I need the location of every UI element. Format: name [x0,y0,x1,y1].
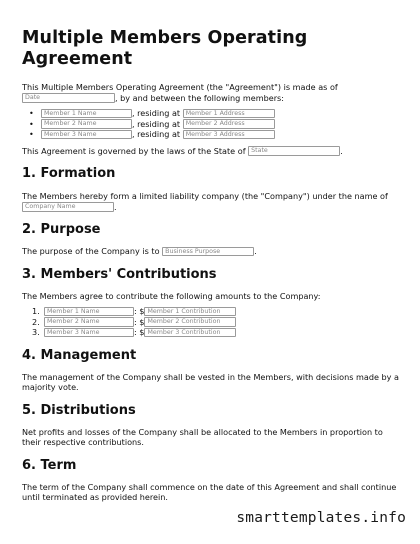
management-paragraph: The management of the Company shall be vested in the Members, with decisions made by a majority vote. [22,371,399,392]
contribution-2-amount-field[interactable]: Member 2 Contribution [144,317,236,327]
contributions-heading: 3. Members' Contributions [22,266,217,282]
document-title [22,28,404,70]
distributions-heading: 5. Distributions [22,402,136,418]
list-item: 1. Member 1 Name : $ Member 1 Contribution [32,306,404,317]
contribution-2-name-field[interactable]: Member 2 Name [44,317,134,327]
title-line-1: Multiple Members Operating [22,28,308,48]
list-item: • Member 2 Name , residing at Member 2 Address [41,119,404,130]
document-page [22,28,404,503]
contribution-3-name-field[interactable]: Member 3 Name [44,328,134,338]
members-list [22,108,404,140]
date-field[interactable]: Date [22,93,115,103]
governing-law-paragraph: This Agreement is governed by the laws of the State of State . [22,145,343,156]
member-2-address-field[interactable]: Member 2 Address [183,119,275,129]
member-2-name-field[interactable]: Member 2 Name [41,119,132,129]
distributions-paragraph: Net profits and losses of the Company shall be allocated to the Members in proportion to their respective contributions. [22,426,383,447]
company-name-field[interactable]: Company Name [22,202,114,212]
list-item: 3. Member 3 Name : $ Member 3 Contribution [32,327,404,338]
list-item: 2. Member 2 Name : $ Member 2 Contribution [32,317,404,328]
business-purpose-field[interactable]: Business Purpose [162,247,254,257]
purpose-paragraph: The purpose of the Company is to Business Purpose . [22,246,257,256]
term-paragraph: The term of the Company shall commence on the date of this Agreement and shall continue until terminated as provided herein. [22,481,397,502]
state-field[interactable]: State [248,146,340,156]
management-heading: 4. Management [22,347,137,363]
contributions-list [22,306,404,338]
contributions-paragraph: The Members agree to contribute the following amounts to the Company: [22,290,321,301]
member-1-name-field[interactable]: Member 1 Name [41,109,132,119]
member-1-address-field[interactable]: Member 1 Address [183,109,275,119]
list-item: • Member 1 Name , residing at Member 1 Address [41,108,404,119]
formation-heading: 1. Formation [22,166,116,181]
member-3-name-field[interactable]: Member 3 Name [41,130,132,140]
watermark-footer: smarttemplates.info [236,510,406,526]
term-heading: 6. Term [22,457,77,473]
contribution-1-amount-field[interactable]: Member 1 Contribution [144,307,236,317]
contribution-3-amount-field[interactable]: Member 3 Contribution [144,328,236,338]
purpose-heading: 2. Purpose [22,222,101,237]
contribution-1-name-field[interactable]: Member 1 Name [44,307,134,317]
title-line-2: Agreement [22,49,133,69]
list-item: • Member 3 Name , residing at Member 3 Address [41,129,404,140]
intro-paragraph: This Multiple Members Operating Agreement (the "Agreement") is made as of Date , by and between the following members: [22,82,338,103]
formation-paragraph: The Members hereby form a limited liability company (the "Company") under the name of Company Name . [22,191,388,212]
member-3-address-field[interactable]: Member 3 Address [183,130,275,140]
